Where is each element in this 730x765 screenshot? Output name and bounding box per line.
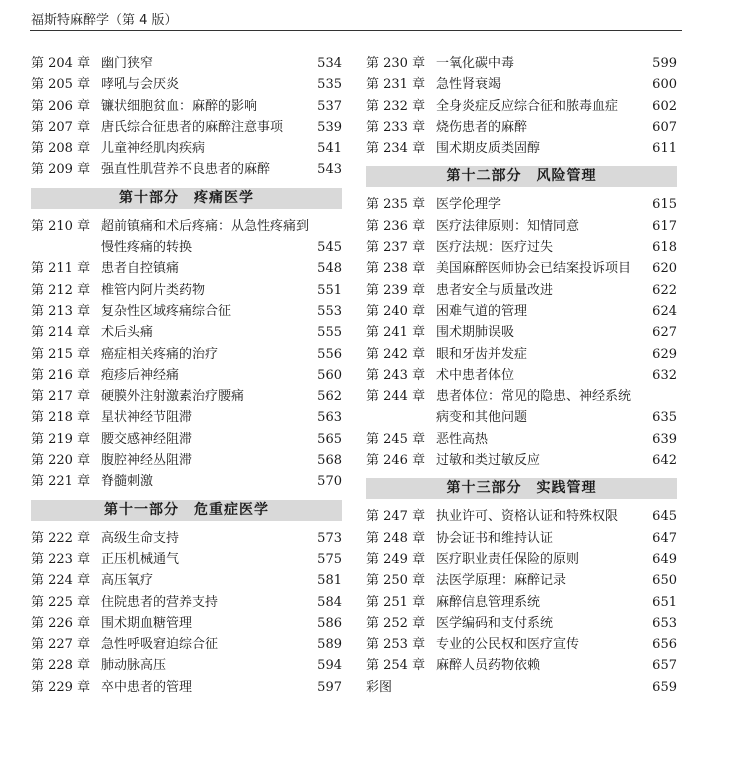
chapter-number: 第 250 章 [366, 573, 426, 589]
toc-entry[interactable] [366, 280, 677, 301]
chapter-number: 第 246 章 [366, 453, 426, 469]
chapter-number: 第 238 章 [366, 261, 426, 277]
toc-entry[interactable] [31, 138, 342, 159]
chapter-title: 一氧化碳中毒 [436, 56, 515, 71]
toc-entry[interactable] [366, 301, 677, 322]
toc-entry[interactable] [31, 471, 342, 492]
chapter-title: 唐氏综合征患者的麻醉注意事项 [101, 119, 284, 135]
chapter-title: 住院患者的营养支持 [101, 594, 219, 610]
toc-entry[interactable] [31, 344, 342, 365]
chapter-title: 幽门狭窄 [101, 56, 154, 71]
chapter-number: 第 227 章 [31, 637, 91, 653]
chapter-title: 椎管内阿片类药物 [101, 282, 206, 298]
chapter-number: 第 225 章 [31, 594, 91, 610]
chapter-number: 第 217 章 [31, 389, 91, 405]
chapter-title: 慢性疼痛的转换 [101, 240, 193, 256]
page-number: 645 [652, 509, 677, 525]
header-rule [30, 30, 682, 31]
chapter-number: 第 252 章 [366, 615, 426, 631]
chapter-number: 第 228 章 [31, 658, 91, 674]
page-number: 618 [652, 240, 677, 256]
toc-entry[interactable] [31, 117, 342, 138]
page-number: 541 [317, 141, 342, 157]
page-number: 657 [652, 658, 677, 674]
chapter-title: 强直性肌营养不良患者的麻醉 [101, 162, 271, 178]
toc-entry[interactable] [366, 117, 677, 138]
chapter-title: 患者体位：常见的隐患、神经系统 [436, 389, 632, 405]
chapter-number: 第 248 章 [366, 530, 426, 546]
chapter-number: 第 222 章 [31, 530, 91, 546]
chapter-number: 第 241 章 [366, 325, 426, 341]
chapter-number: 第 251 章 [366, 594, 426, 610]
chapter-title: 医疗职业责任保险的原则 [436, 551, 580, 567]
page-number: 562 [317, 389, 342, 405]
page-number: 649 [652, 551, 677, 567]
chapter-title: 全身炎症反应综合征和脓毒血症 [436, 98, 619, 114]
page-number: 650 [652, 573, 677, 589]
page-number: 560 [317, 367, 342, 383]
toc-entry[interactable] [366, 365, 677, 386]
page-number: 607 [652, 119, 677, 135]
page-number: 584 [317, 594, 342, 610]
chapter-number: 第 223 章 [31, 551, 91, 567]
toc-entry[interactable] [366, 53, 677, 74]
toc-entry[interactable] [366, 429, 677, 450]
chapter-number: 第 210 章 [31, 218, 91, 234]
chapter-number: 第 213 章 [31, 303, 91, 319]
page-number: 537 [317, 98, 342, 114]
toc-entry[interactable] [366, 386, 677, 407]
chapter-title: 医学伦理学 [436, 197, 502, 213]
page-number: 555 [317, 325, 342, 341]
page-number: 611 [652, 141, 677, 157]
chapter-title: 高级生命支持 [101, 530, 180, 546]
toc-entry[interactable] [366, 528, 677, 549]
toc-entry[interactable] [31, 549, 342, 570]
chapter-title: 正压机械通气 [101, 551, 180, 567]
toc-entry[interactable] [31, 677, 342, 698]
chapter-number: 第 239 章 [366, 282, 426, 298]
page-number: 535 [317, 77, 342, 93]
chapter-title: 法医学原理：麻醉记录 [436, 573, 567, 589]
chapter-title: 烧伤患者的麻醉 [436, 119, 528, 135]
toc-entry[interactable] [366, 450, 677, 471]
chapter-title: 哮吼与会厌炎 [101, 77, 180, 93]
chapter-number: 第 244 章 [366, 389, 426, 405]
toc-entry[interactable] [366, 216, 677, 237]
chapter-number: 第 218 章 [31, 410, 91, 426]
chapter-title: 儿童神经肌肉疾病 [101, 141, 206, 157]
toc-entry[interactable] [366, 96, 677, 117]
chapter-number: 第 220 章 [31, 453, 91, 469]
toc-entry[interactable] [31, 386, 342, 407]
chapter-number: 第 219 章 [31, 431, 91, 447]
chapter-number: 第 233 章 [366, 119, 426, 135]
chapter-title: 术中患者体位 [436, 367, 515, 383]
chapter-title: 患者安全与质量改进 [436, 282, 554, 298]
chapter-number: 第 229 章 [31, 679, 91, 695]
toc-entry[interactable] [31, 528, 342, 549]
toc-entry[interactable] [31, 74, 342, 95]
chapter-title: 医学编码和支付系统 [436, 615, 554, 631]
page-number: 575 [317, 551, 342, 567]
chapter-title: 眼和牙齿并发症 [436, 346, 528, 362]
chapter-number: 第 216 章 [31, 367, 91, 383]
chapter-title: 急性呼吸窘迫综合征 [101, 637, 219, 653]
chapter-title: 执业许可、资格认证和特殊权限 [436, 509, 619, 525]
toc-entry-continuation[interactable] [31, 237, 342, 258]
chapter-title: 腰交感神经阻滞 [101, 431, 193, 447]
chapter-number: 第 240 章 [366, 303, 426, 319]
chapter-title: 协会证书和维持认证 [436, 530, 554, 546]
page-number: 629 [652, 346, 677, 362]
toc-entry[interactable] [366, 194, 677, 215]
toc-entry[interactable] [31, 634, 342, 655]
chapter-title: 高压氧疗 [101, 573, 154, 589]
page-number: 565 [317, 431, 342, 447]
toc-entry[interactable] [31, 53, 342, 74]
chapter-number: 第 249 章 [366, 551, 426, 567]
chapter-number: 第 243 章 [366, 367, 426, 383]
toc-entry-continuation[interactable] [366, 407, 677, 428]
page-number: 543 [317, 162, 342, 178]
page-number: 548 [317, 261, 342, 277]
page-number: 570 [317, 474, 342, 490]
chapter-title: 美国麻醉医师协会已结案投诉项目 [436, 261, 632, 277]
page-number: 615 [652, 197, 677, 213]
page-number: 642 [652, 453, 677, 469]
chapter-number: 第 245 章 [366, 431, 426, 447]
chapter-number: 第 211 章 [31, 261, 91, 277]
chapter-title: 腹腔神经丛阻滞 [101, 453, 193, 469]
page-number: 624 [652, 303, 677, 319]
chapter-title: 患者自控镇痛 [101, 261, 180, 277]
toc-entry[interactable] [366, 344, 677, 365]
page-number: 617 [652, 218, 677, 234]
toc-entry[interactable] [31, 159, 342, 180]
chapter-title: 医疗法规：医疗过失 [436, 240, 554, 256]
toc-entry[interactable] [31, 570, 342, 591]
page-number: 589 [317, 637, 342, 653]
toc-entry[interactable] [31, 280, 342, 301]
toc-entry[interactable] [31, 322, 342, 343]
chapter-title: 超前镇痛和术后疼痛：从急性疼痛到 [101, 218, 310, 234]
running-header: 福斯特麻醉学（第 4 版） [31, 13, 178, 28]
toc-entry[interactable] [366, 506, 677, 527]
page-number: 656 [652, 637, 677, 653]
toc-entry[interactable] [31, 450, 342, 471]
toc-entry[interactable] [31, 429, 342, 450]
chapter-title: 围术期肺误吸 [436, 325, 515, 341]
chapter-number: 第 242 章 [366, 346, 426, 362]
part-heading: 第十部分 疼痛医学 [31, 188, 342, 209]
part-heading: 第十一部分 危重症医学 [31, 500, 342, 521]
chapter-title: 医疗法律原则：知情同意 [436, 218, 580, 234]
page-number: 659 [652, 679, 677, 695]
page-number: 622 [652, 282, 677, 298]
page-number: 653 [652, 615, 677, 631]
toc-entry[interactable] [366, 634, 677, 655]
chapter-number: 第 232 章 [366, 98, 426, 114]
toc-entry[interactable] [366, 258, 677, 279]
page-number: 627 [652, 325, 677, 341]
toc-entry[interactable] [366, 655, 677, 676]
chapter-title: 急性肾衰竭 [436, 77, 502, 93]
toc-entry[interactable] [31, 365, 342, 386]
toc-entry[interactable] [31, 301, 342, 322]
chapter-title: 星状神经节阻滞 [101, 410, 193, 426]
chapter-title: 复杂性区域疼痛综合征 [101, 303, 232, 319]
chapter-title: 卒中患者的管理 [101, 679, 193, 695]
toc-entry[interactable] [31, 613, 342, 634]
page-number: 620 [652, 261, 677, 277]
toc-entry[interactable] [366, 570, 677, 591]
chapter-title: 过敏和类过敏反应 [436, 453, 541, 469]
chapter-title: 困难气道的管理 [436, 303, 528, 319]
part-heading: 第十三部分 实践管理 [366, 478, 677, 499]
chapter-number: 第 204 章 [31, 56, 91, 71]
chapter-number: 第 205 章 [31, 77, 91, 93]
toc-entry[interactable] [366, 549, 677, 570]
page-number: 581 [317, 573, 342, 589]
chapter-number: 第 234 章 [366, 141, 426, 157]
chapter-title: 彩图 [366, 679, 393, 695]
page-number: 632 [652, 367, 677, 383]
chapter-title: 麻醉人员药物依赖 [436, 658, 541, 674]
chapter-number: 第 247 章 [366, 509, 426, 525]
toc-entry[interactable] [31, 258, 342, 279]
chapter-title: 脊髓刺激 [101, 474, 154, 490]
page-number: 635 [652, 410, 677, 426]
chapter-title: 肺动脉高压 [101, 658, 167, 674]
toc-entry[interactable] [31, 96, 342, 117]
page-number: 651 [652, 594, 677, 610]
toc-entry[interactable] [366, 322, 677, 343]
chapter-number: 第 221 章 [31, 474, 91, 490]
chapter-number: 第 254 章 [366, 658, 426, 674]
chapter-title: 镰状细胞贫血：麻醉的影响 [101, 98, 258, 114]
chapter-number: 第 206 章 [31, 98, 91, 114]
chapter-number: 第 231 章 [366, 77, 426, 93]
page-number: 556 [317, 346, 342, 362]
toc-entry[interactable] [366, 138, 677, 159]
toc-left-column [31, 53, 342, 698]
chapter-number: 第 214 章 [31, 325, 91, 341]
page-number: 551 [317, 282, 342, 298]
chapter-number: 第 209 章 [31, 162, 91, 178]
chapter-title: 专业的公民权和医疗宣传 [436, 637, 580, 653]
toc-entry[interactable] [366, 677, 677, 698]
chapter-number: 第 230 章 [366, 56, 426, 71]
chapter-title: 癌症相关疼痛的治疗 [101, 346, 219, 362]
chapter-title: 麻醉信息管理系统 [436, 594, 541, 610]
page-number: 647 [652, 530, 677, 546]
toc-entry[interactable] [366, 237, 677, 258]
chapter-number: 第 236 章 [366, 218, 426, 234]
page-number: 602 [652, 98, 677, 114]
chapter-number: 第 224 章 [31, 573, 91, 589]
chapter-number: 第 207 章 [31, 119, 91, 135]
page-number: 586 [317, 615, 342, 631]
page-number: 639 [652, 431, 677, 447]
chapter-number: 第 208 章 [31, 141, 91, 157]
chapter-number: 第 212 章 [31, 282, 91, 298]
chapter-number: 第 226 章 [31, 615, 91, 631]
page-number: 534 [317, 56, 342, 71]
page-number: 553 [317, 303, 342, 319]
page-number: 545 [317, 240, 342, 256]
page-number: 599 [652, 56, 677, 71]
chapter-title: 围术期血糖管理 [101, 615, 193, 631]
toc-entry[interactable] [366, 613, 677, 634]
toc-entry[interactable] [366, 74, 677, 95]
chapter-number: 第 237 章 [366, 240, 426, 256]
chapter-title: 疱疹后神经痛 [101, 367, 180, 383]
chapter-number: 第 215 章 [31, 346, 91, 362]
toc-entry[interactable] [366, 592, 677, 613]
chapter-title: 恶性高热 [436, 431, 489, 447]
toc-entry[interactable] [31, 592, 342, 613]
page-number: 563 [317, 410, 342, 426]
page-number: 600 [652, 77, 677, 93]
page-number: 594 [317, 658, 342, 674]
chapter-title: 术后头痛 [101, 325, 154, 341]
toc-right-column [366, 53, 677, 698]
part-heading: 第十二部分 风险管理 [366, 166, 677, 187]
chapter-title: 硬膜外注射激素治疗腰痛 [101, 389, 245, 405]
chapter-number: 第 253 章 [366, 637, 426, 653]
page-number: 539 [317, 119, 342, 135]
chapter-number: 第 235 章 [366, 197, 426, 213]
page-number: 597 [317, 679, 342, 695]
toc-entry[interactable] [31, 655, 342, 676]
page-number: 568 [317, 453, 342, 469]
page-number: 573 [317, 530, 342, 546]
toc-entry[interactable] [31, 407, 342, 428]
chapter-title: 围术期皮质类固醇 [436, 141, 541, 157]
toc-entry[interactable] [31, 216, 342, 237]
chapter-title: 病变和其他问题 [436, 410, 528, 426]
